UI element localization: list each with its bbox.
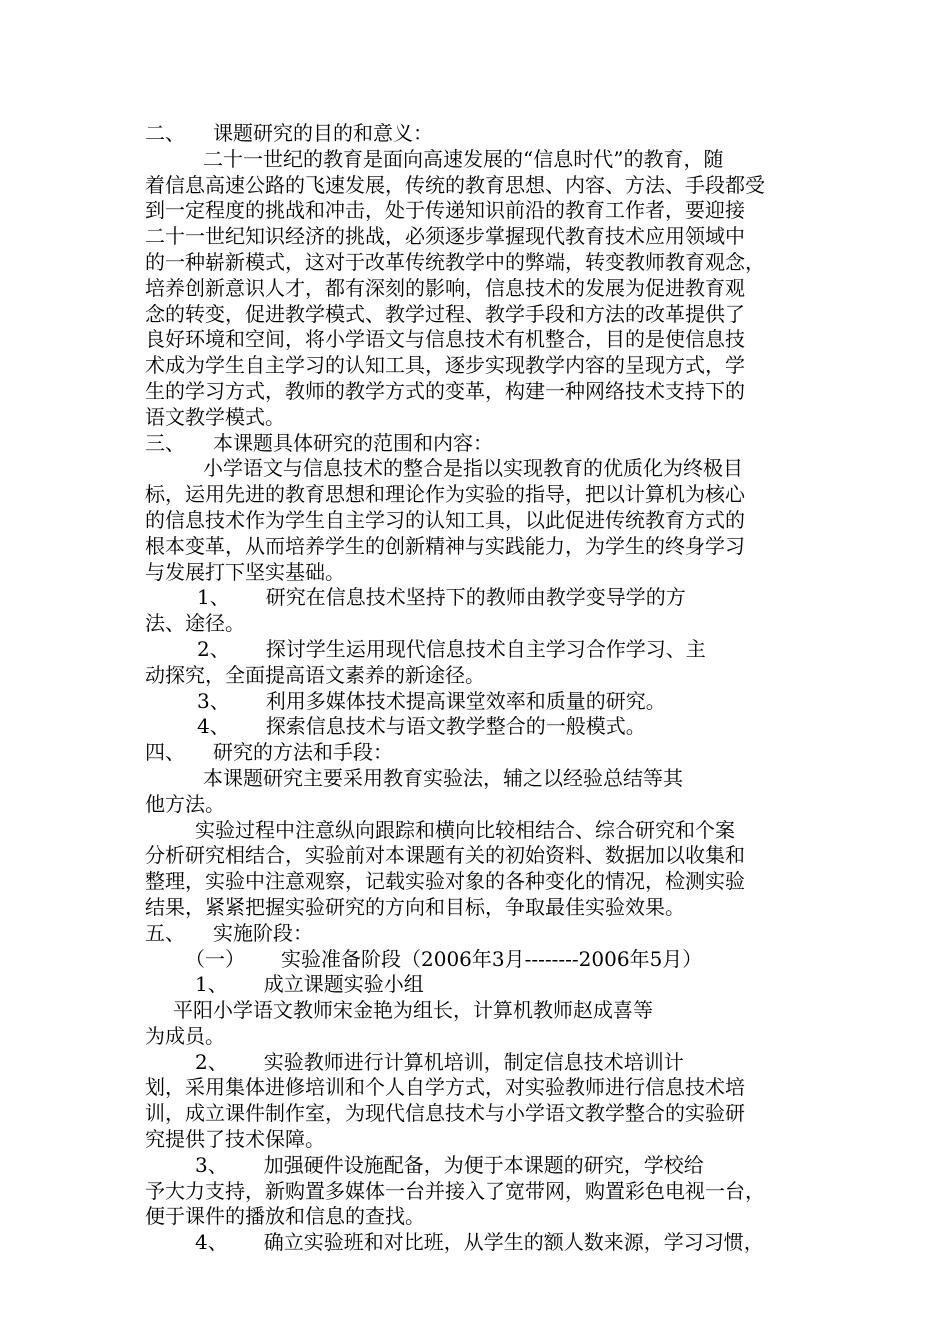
- section-title: 课题研究的目的和意义：: [213, 121, 433, 145]
- paragraph-line: 结果，紧紧把握实验研究的方向和目标，争取最佳实验效果。: [145, 894, 685, 919]
- list-item-continuation: 划，采用集体进修培训和个人自学方式，对实验教师进行信息技术培: [145, 1075, 745, 1100]
- list-item-continuation: 法、途径。: [145, 611, 245, 636]
- paragraph-line: 小学语文与信息技术的整合是指以实现教育的优质化为终极目: [203, 456, 743, 481]
- list-item: [145, 585, 813, 611]
- paragraph-line: 培养创新意识人才，都有深刻的影响，信息技术的发展为促进教育观: [145, 275, 745, 300]
- paragraph-line: 为成员。: [145, 1023, 225, 1048]
- list-item-number: 4、: [195, 1230, 228, 1255]
- stage-heading: [145, 947, 813, 973]
- paragraph-line: 整理，实验中注意观察，记载实验对象的各种变化的情况，检测实验: [145, 869, 745, 894]
- list-item: [145, 1050, 813, 1076]
- stage-title: 实验准备阶段（2006年3月--------2006年5月）: [281, 946, 703, 971]
- paragraph-line: 的一种崭新模式，这对于改革传统教学中的弊端，转变教师教育观念，: [145, 249, 765, 274]
- list-item-number: 2、: [195, 1049, 228, 1074]
- paragraph-line: 的信息技术作为学生自主学习的认知工具，以此促进传统教育方式的: [145, 507, 745, 532]
- list-item-text: 利用多媒体技术提高课堂效率和质量的研究。: [265, 688, 666, 713]
- list-item: [145, 1230, 813, 1256]
- list-item-text: 探索信息技术与语文教学整合的一般模式。: [265, 714, 646, 739]
- paragraph-line: 良好环境和空间，将小学语文与信息技术有机整合，目的是使信息技: [145, 327, 745, 352]
- paragraph-line: 标，运用先进的教育思想和理论作为实验的指导，把以计算机为核心: [145, 482, 745, 507]
- section-heading: [145, 921, 813, 947]
- paragraph-line: 实验过程中注意纵向跟踪和横向比较相结合、综合研究和个案: [195, 817, 735, 842]
- list-item-text: 探讨学生运用现代信息技术自主学习合作学习、主: [265, 636, 706, 661]
- section-number: 四、: [145, 740, 185, 765]
- section-number: 三、: [145, 430, 185, 455]
- paragraph-line: 平阳小学语文教师宋金艳为组长，计算机教师赵成喜等: [173, 998, 653, 1023]
- list-item-text: 确立实验班和对比班，从学生的额人数来源，学习习惯，: [263, 1230, 764, 1255]
- list-item-continuation: 究提供了技术保障。: [145, 1127, 325, 1152]
- paragraph-line: 术成为学生自主学习的认知工具，逐步实现教学内容的呈现方式，学: [145, 353, 745, 378]
- list-item: [145, 637, 813, 663]
- paragraph-line: 与发展打下坚实基础。: [145, 559, 345, 584]
- list-item-number: 4、: [197, 714, 230, 739]
- paragraph-line: 语文教学模式。: [145, 404, 285, 429]
- list-item-continuation: 动探究，全面提高语文素养的新途径。: [145, 662, 485, 687]
- section-number: 二、: [145, 121, 185, 145]
- paragraph-line: 着信息高速公路的飞速发展，传统的教育思想、内容、方法、手段都受: [145, 172, 765, 197]
- section-title: 本课题具体研究的范围和内容：: [213, 430, 493, 455]
- list-item-number: 1、: [197, 585, 230, 610]
- stage-number: （一）: [185, 946, 245, 971]
- section-heading: [145, 121, 813, 147]
- list-item-text: 研究在信息技术坚持下的教师由教学变导学的方: [265, 585, 686, 610]
- list-item-number: 1、: [195, 972, 228, 997]
- paragraph-line: 生的学习方式，教师的教学方式的变革，构建一种网络技术支持下的: [145, 378, 745, 403]
- list-item-text: 实验教师进行计算机培训，制定信息技术培训计: [263, 1049, 684, 1074]
- paragraph-line: 念的转变，促进教学模式、教学过程、教学手段和方法的改革提供了: [145, 301, 745, 326]
- section-title: 实施阶段：: [213, 920, 313, 945]
- section-heading: [145, 740, 813, 766]
- list-item-continuation: 便于课件的播放和信息的查找。: [145, 1204, 425, 1229]
- section-title: 研究的方法和手段：: [213, 740, 393, 765]
- section-number: 五、: [145, 920, 185, 945]
- list-item-text: 加强硬件设施配备，为便于本课题的研究，学校给: [263, 1152, 704, 1177]
- list-item-number: 3、: [197, 688, 230, 713]
- paragraph-line: 本课题研究主要采用教育实验法，辅之以经验总结等其: [203, 765, 683, 790]
- document-body: [145, 121, 813, 1256]
- list-item: [145, 1153, 813, 1179]
- list-item: [145, 972, 813, 998]
- list-item-continuation: 予大力支持，新购置多媒体一台并接入了宽带网，购置彩色电视一台，: [145, 1178, 765, 1203]
- paragraph-line: 根本变革，从而培养学生的创新精神与实践能力，为学生的终身学习: [145, 533, 745, 558]
- list-item-continuation: 训，成立课件制作室，为现代信息技术与小学语文教学整合的实验研: [145, 1101, 745, 1126]
- list-item: [145, 714, 813, 740]
- list-item-number: 3、: [195, 1152, 228, 1177]
- paragraph-line: 二十一世纪知识经济的挑战，必须逐步掌握现代教育技术应用领域中: [145, 224, 745, 249]
- section-heading: [145, 431, 813, 457]
- list-item-text: 成立课题实验小组: [263, 972, 424, 997]
- list-item-number: 2、: [197, 636, 230, 661]
- list-item: [145, 689, 813, 715]
- paragraph-line: 二十一世纪的教育是面向高速发展的“信息时代”的教育，随: [203, 146, 724, 171]
- paragraph-line: 到一定程度的挑战和冲击，处于传递知识前沿的教育工作者，要迎接: [145, 198, 745, 223]
- paragraph-line: 他方法。: [145, 791, 225, 816]
- paragraph-line: 分析研究相结合，实验前对本课题有关的初始资料、数据加以收集和: [145, 843, 745, 868]
